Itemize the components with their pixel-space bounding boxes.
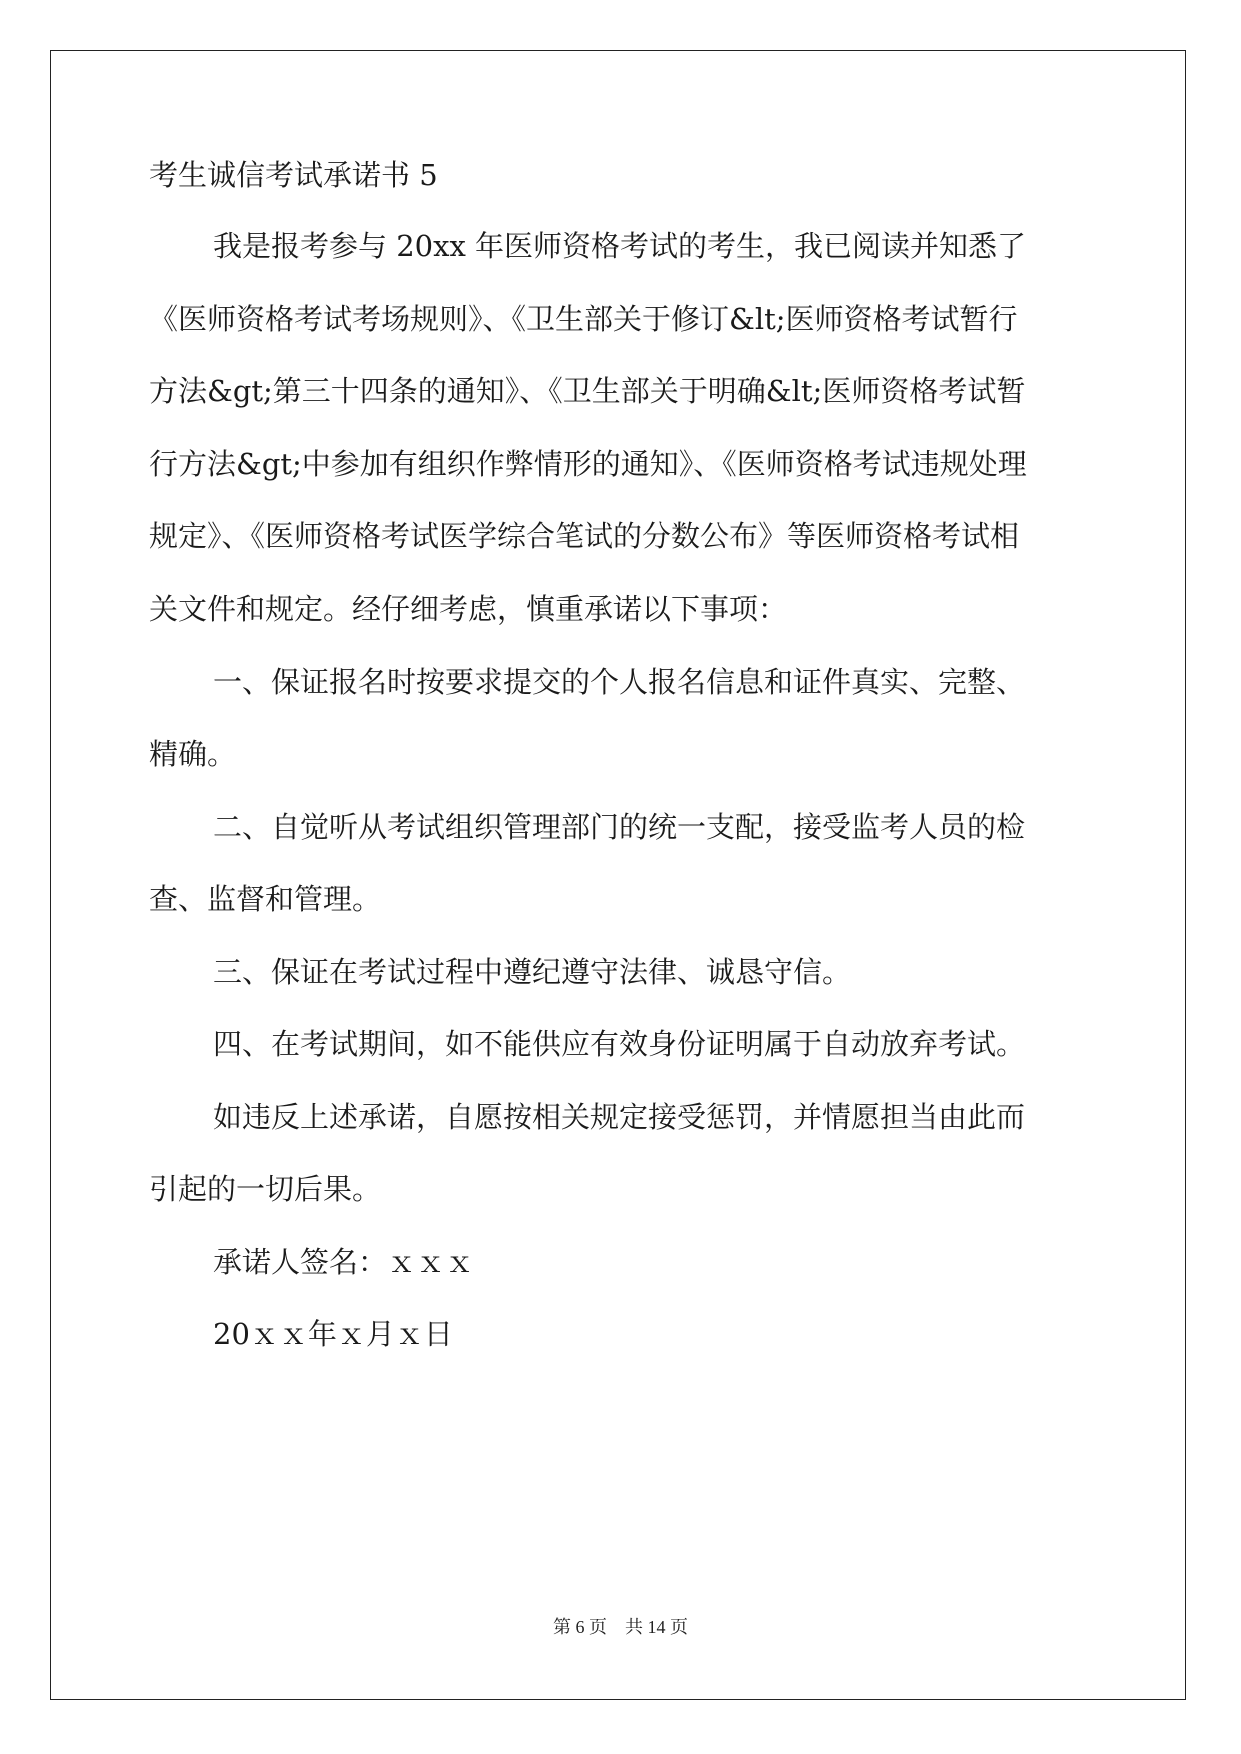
commitment-item-4: 四、在考试期间，如不能供应有效身份证明属于自动放弃考试。 bbox=[213, 1027, 1026, 1061]
page-footer bbox=[0, 1616, 1241, 1638]
commitment-item-1-cont: 精确。 bbox=[149, 737, 237, 771]
page-number: 第 6 页 bbox=[553, 1617, 607, 1637]
paragraph-line: 规定》、《医师资格考试医学综合笔试的分数公布》等医师资格考试相 bbox=[149, 519, 1020, 553]
commitment-item-2-cont: 查、监督和管理。 bbox=[149, 882, 382, 916]
paragraph-line: 行方法&gt;中参加有组织作弊情形的通知》、《医师资格考试违规处理 bbox=[149, 447, 1027, 481]
document-title: 考生诚信考试承诺书 5 bbox=[149, 158, 438, 192]
page-border bbox=[50, 50, 1186, 1700]
commitment-item-3: 三、保证在考试过程中遵纪遵守法律、诚恳守信。 bbox=[213, 955, 852, 989]
commitment-item-2: 二、自觉听从考试组织管理部门的统一支配，接受监考人员的检 bbox=[213, 810, 1026, 844]
page-total: 共 14 页 bbox=[625, 1617, 688, 1637]
consequence-paragraph-cont: 引起的一切后果。 bbox=[149, 1172, 382, 1206]
paragraph-line: 我是报考参与 20xx 年医师资格考试的考生，我已阅读并知悉了 bbox=[213, 229, 1027, 263]
date-line: 20ｘｘ年ｘ月ｘ日 bbox=[213, 1317, 453, 1351]
commitment-item-1: 一、保证报名时按要求提交的个人报名信息和证件真实、完整、 bbox=[213, 665, 1026, 699]
consequence-paragraph: 如违反上述承诺，自愿按相关规定接受惩罚，并情愿担当由此而 bbox=[213, 1100, 1026, 1134]
paragraph-line: 关文件和规定。经仔细考虑，慎重承诺以下事项： bbox=[149, 592, 788, 626]
paragraph-line: 方法&gt;第三十四条的通知》、《卫生部关于明确&lt;医师资格考试暂 bbox=[149, 374, 1026, 408]
paragraph-line: 《医师资格考试考场规则》、《卫生部关于修订&lt;医师资格考试暂行 bbox=[149, 302, 1018, 336]
signature-line: 承诺人签名：ｘｘｘ bbox=[213, 1245, 475, 1279]
